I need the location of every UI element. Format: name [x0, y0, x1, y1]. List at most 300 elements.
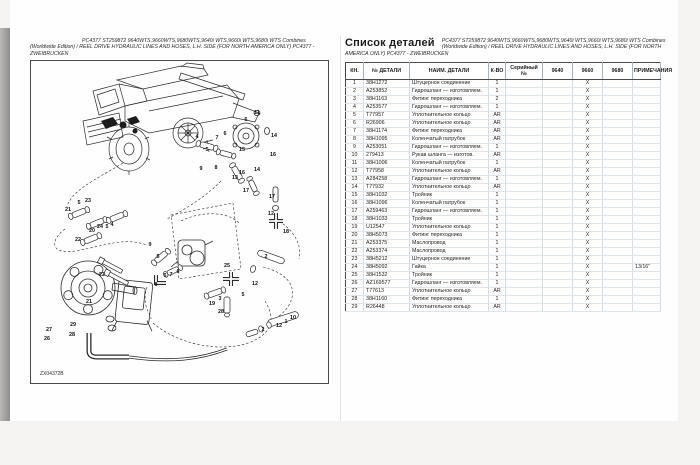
cell-m9660: X — [573, 136, 603, 144]
table-row — [346, 96, 661, 104]
cell-m9660: X — [573, 248, 603, 256]
callout-number: 28 — [69, 332, 75, 339]
cell-m9640 — [543, 168, 573, 176]
cell-qty: AR — [489, 152, 506, 160]
callout-number: 11 — [254, 110, 260, 117]
callout-number: 13 — [232, 175, 238, 182]
cell-serial — [506, 168, 543, 176]
cell-part: T77958 — [364, 168, 410, 176]
cell-notes — [633, 80, 661, 88]
cell-part: A259463 — [364, 208, 410, 216]
cell-m9680 — [603, 80, 633, 88]
cell-qty: 1 — [489, 216, 506, 224]
cell-m9640 — [543, 280, 573, 288]
cell-key: 27 — [346, 288, 364, 296]
cell-notes — [633, 208, 661, 216]
cell-serial — [506, 176, 543, 184]
cell-m9640 — [543, 264, 573, 272]
cell-m9680 — [603, 296, 633, 304]
callout-number: 5 — [156, 254, 160, 261]
cell-serial — [506, 144, 543, 152]
cell-part: U12547 — [364, 224, 410, 232]
cell-m9640 — [543, 144, 573, 152]
callout-number: 7 — [169, 272, 173, 279]
cell-m9660: X — [573, 88, 603, 96]
cell-part: A253374 — [364, 248, 410, 256]
cell-part: A253375 — [364, 240, 410, 248]
table-row — [346, 104, 661, 112]
cell-key: 20 — [346, 232, 364, 240]
cell-serial — [506, 288, 543, 296]
table-row — [346, 248, 661, 256]
cell-name: Фитинг переходника — [410, 296, 489, 304]
callout-number: 3 — [218, 296, 222, 303]
cell-m9680 — [603, 208, 633, 216]
callout-number: 24 — [97, 224, 103, 231]
cell-m9660: X — [573, 304, 603, 312]
cell-notes — [633, 200, 661, 208]
cell-m9640 — [543, 248, 573, 256]
cell-key: 10 — [346, 152, 364, 160]
cell-serial — [506, 240, 543, 248]
parts-table — [345, 62, 673, 312]
callout-number: 29 — [70, 322, 76, 329]
cell-m9680 — [603, 88, 633, 96]
cell-qty: 1 — [489, 88, 506, 96]
cell-m9680 — [603, 256, 633, 264]
cell-serial — [506, 160, 543, 168]
callout-number: 4 — [110, 222, 114, 229]
cell-m9680 — [603, 160, 633, 168]
cell-notes — [633, 152, 661, 160]
cell-m9640 — [543, 208, 573, 216]
cell-m9660: X — [573, 224, 603, 232]
cell-m9680 — [603, 224, 633, 232]
cell-notes — [633, 240, 661, 248]
left-page-header: PC4377 ST259872 9640WTS,9660WTS,9680WTS,9640i WTS,9660i WTS,9680i WTS Combines (Worldwide Edition) / REEL DRIVE HYDRAULIC LINES AND HOSES, L.H. SIDE (FOR NORTH AMERICA ONLY) PC4377 - ZWEIBRUCKEN — [30, 38, 315, 57]
cell-serial — [506, 128, 543, 136]
table-row — [346, 256, 661, 264]
cell-m9660: X — [573, 264, 603, 272]
cell-key: 3 — [346, 96, 364, 104]
fittings — [67, 140, 299, 337]
cell-serial — [506, 80, 543, 88]
cell-part: T77613 — [364, 288, 410, 296]
cell-m9640 — [543, 136, 573, 144]
callout-number: 18 — [283, 229, 289, 236]
cell-notes — [633, 184, 661, 192]
parts-table-body — [346, 80, 661, 312]
cell-m9640 — [543, 216, 573, 224]
cell-m9660: X — [573, 104, 603, 112]
cell-key: 11 — [346, 160, 364, 168]
cell-qty: 2 — [489, 96, 506, 104]
cell-serial — [506, 200, 543, 208]
cell-name: Гидрошланг — изготовляем. — [410, 88, 489, 96]
cell-part: 38H5092 — [364, 264, 410, 272]
cell-name: Уплотнительное кольцо — [410, 112, 489, 120]
cell-serial — [506, 272, 543, 280]
callout-number: 27 — [46, 327, 52, 334]
cell-key: 12 — [346, 168, 364, 176]
cell-m9680 — [603, 104, 633, 112]
cell-m9660: X — [573, 176, 603, 184]
table-row — [346, 136, 661, 144]
page-gutter — [340, 36, 341, 421]
cell-name: Фитинг переходника — [410, 232, 489, 240]
callout-number: 8 — [214, 165, 218, 172]
cell-part: 38H1006 — [364, 160, 410, 168]
cell-qty: 1 — [489, 192, 506, 200]
cell-serial — [506, 88, 543, 96]
cell-part: T77957 — [364, 112, 410, 120]
cell-m9660: X — [573, 112, 603, 120]
cell-m9640 — [543, 160, 573, 168]
cell-m9640 — [543, 152, 573, 160]
cell-m9660: X — [573, 160, 603, 168]
cell-name: Гидрошланг — изготовляем. — [410, 144, 489, 152]
cell-m9640 — [543, 240, 573, 248]
table-row — [346, 120, 661, 128]
cell-key: 26 — [346, 280, 364, 288]
cell-part: 38H1163 — [364, 96, 410, 104]
cell-notes — [633, 288, 661, 296]
cell-serial — [506, 208, 543, 216]
cell-serial — [506, 192, 543, 200]
cell-serial — [506, 296, 543, 304]
cell-notes: 13/16" — [633, 264, 661, 272]
cell-key: 22 — [346, 248, 364, 256]
cell-m9640 — [543, 200, 573, 208]
cell-serial — [506, 216, 543, 224]
cell-name: Гайка — [410, 264, 489, 272]
table-row — [346, 152, 661, 160]
column-header-5: 9640 — [543, 63, 573, 80]
cell-part: 38H5073 — [364, 232, 410, 240]
table-row — [346, 232, 661, 240]
cell-serial — [506, 136, 543, 144]
cell-name: Штуцерное соединение — [410, 256, 489, 264]
table-row — [346, 80, 661, 88]
callout-number: 12 — [276, 323, 282, 330]
callout-number: 10 — [290, 315, 296, 322]
cell-name: Маслопровод — [410, 248, 489, 256]
callout-number: 5 — [205, 147, 209, 154]
cell-key: 23 — [346, 256, 364, 264]
cell-notes — [633, 224, 661, 232]
callout-number: 21 — [65, 207, 71, 214]
cell-part: 38H1032 — [364, 192, 410, 200]
cell-m9680 — [603, 128, 633, 136]
cell-key: 28 — [346, 296, 364, 304]
table-row — [346, 272, 661, 280]
cell-key: 19 — [346, 224, 364, 232]
diagram-box — [30, 60, 329, 384]
cell-serial — [506, 256, 543, 264]
column-header-8: ПРИМЕЧАНИЯ — [633, 63, 661, 80]
callout-number: 6 — [244, 117, 248, 124]
cell-notes — [633, 304, 661, 312]
cell-part: 38H5212 — [364, 256, 410, 264]
cell-notes — [633, 280, 661, 288]
callout-number: 6 — [223, 131, 227, 138]
cell-m9640 — [543, 232, 573, 240]
cell-name: Гидрошланг — изготовляем. — [410, 104, 489, 112]
cell-qty: 1 — [489, 80, 506, 88]
cell-m9680 — [603, 168, 633, 176]
column-header-7: 9680 — [603, 63, 633, 80]
cell-notes — [633, 112, 661, 120]
cell-m9680 — [603, 280, 633, 288]
cell-m9680 — [603, 184, 633, 192]
cell-qty: AR — [489, 288, 506, 296]
cell-qty: AR — [489, 304, 506, 312]
cell-key: 25 — [346, 272, 364, 280]
cell-qty: 1 — [489, 272, 506, 280]
cell-part: A253577 — [364, 104, 410, 112]
cell-notes — [633, 104, 661, 112]
cell-part: A253051 — [364, 144, 410, 152]
cell-qty: AR — [489, 168, 506, 176]
cell-qty: AR — [489, 112, 506, 120]
column-header-3: К-ВО — [489, 63, 506, 80]
cell-name: Гидрошланг — изготовляем. — [410, 208, 489, 216]
cell-qty: 1 — [489, 248, 506, 256]
cell-name: Тройник — [410, 192, 489, 200]
cell-name: Уплотнительное кольцо — [410, 288, 489, 296]
cell-m9640 — [543, 304, 573, 312]
cell-m9640 — [543, 176, 573, 184]
cell-serial — [506, 248, 543, 256]
callout-number: 25 — [224, 263, 230, 270]
cell-m9660: X — [573, 280, 603, 288]
cell-notes — [633, 256, 661, 264]
cell-m9680 — [603, 232, 633, 240]
callout-number: 9 — [199, 166, 203, 173]
cell-m9660: X — [573, 144, 603, 152]
cell-name: Тройник — [410, 216, 489, 224]
cell-m9640 — [543, 128, 573, 136]
cell-key: 7 — [346, 128, 364, 136]
cell-serial — [506, 264, 543, 272]
table-row — [346, 200, 661, 208]
cell-part: T77932 — [364, 184, 410, 192]
cell-m9660: X — [573, 216, 603, 224]
cell-name: Коленчатый патрубок — [410, 200, 489, 208]
callout-number: 22 — [75, 237, 81, 244]
table-row — [346, 288, 661, 296]
cell-qty: AR — [489, 184, 506, 192]
callout-number: 16 — [270, 152, 276, 159]
callout-number: 17 — [269, 194, 275, 201]
cell-notes — [633, 248, 661, 256]
cell-part: 38H1174 — [364, 128, 410, 136]
cell-m9660: X — [573, 232, 603, 240]
cell-qty: AR — [489, 120, 506, 128]
callout-number: 5 — [77, 200, 81, 207]
cell-qty: 1 — [489, 280, 506, 288]
figure-label: ZX04372B — [40, 371, 64, 378]
cell-m9640 — [543, 288, 573, 296]
cell-notes — [633, 232, 661, 240]
callout-number: 16 — [239, 170, 245, 177]
bottom-elbow-hose — [89, 333, 227, 360]
cell-name: Фитинг переходника — [410, 128, 489, 136]
cell-m9640 — [543, 120, 573, 128]
cell-m9660: X — [573, 128, 603, 136]
cell-m9680 — [603, 248, 633, 256]
cell-part: 279413 — [364, 152, 410, 160]
cell-notes — [633, 168, 661, 176]
cell-notes — [633, 128, 661, 136]
cell-part: 38H1272 — [364, 80, 410, 88]
cell-qty: 1 — [489, 296, 506, 304]
cell-notes — [633, 120, 661, 128]
cell-serial — [506, 112, 543, 120]
table-row — [346, 192, 661, 200]
cell-qty: 1 — [489, 144, 506, 152]
table-row — [346, 264, 661, 272]
cell-m9680 — [603, 264, 633, 272]
cell-serial — [506, 104, 543, 112]
cell-part: R26906 — [364, 120, 410, 128]
cell-m9640 — [543, 192, 573, 200]
cell-serial — [506, 96, 543, 104]
callout-number: 14 — [254, 167, 260, 174]
cell-part: 38H1532 — [364, 272, 410, 280]
cell-m9660: X — [573, 184, 603, 192]
cell-m9660: X — [573, 208, 603, 216]
right-page — [345, 38, 675, 312]
cell-m9660: X — [573, 240, 603, 248]
cell-name: Уплотнительное кольцо — [410, 120, 489, 128]
cell-name: Уплотнительное кольцо — [410, 224, 489, 232]
table-row — [346, 128, 661, 136]
cell-qty: 1 — [489, 224, 506, 232]
cell-notes — [633, 144, 661, 152]
table-row — [346, 168, 661, 176]
cell-key: 8 — [346, 136, 364, 144]
cell-qty: 1 — [489, 232, 506, 240]
gear-pump — [171, 240, 213, 267]
cell-notes — [633, 216, 661, 224]
cell-m9680 — [603, 96, 633, 104]
column-header-6: 9660 — [573, 63, 603, 80]
callout-number: 8 — [154, 282, 158, 289]
cell-m9660: X — [573, 256, 603, 264]
cell-notes — [633, 136, 661, 144]
cell-m9680 — [603, 272, 633, 280]
cell-name: Маслопровод — [410, 240, 489, 248]
table-row — [346, 280, 661, 288]
cell-m9680 — [603, 304, 633, 312]
table-row — [346, 240, 661, 248]
cell-m9660: X — [573, 168, 603, 176]
cell-name: Гидрошланг — изготовляем. — [410, 280, 489, 288]
cell-m9680 — [603, 192, 633, 200]
cell-m9640 — [543, 80, 573, 88]
cell-m9660: X — [573, 96, 603, 104]
cell-key: 24 — [346, 264, 364, 272]
column-header-1: № ДЕТАЛИ — [364, 63, 410, 80]
cell-m9680 — [603, 144, 633, 152]
cell-m9680 — [603, 120, 633, 128]
cell-name: Гидрошланг — изготовляем. — [410, 176, 489, 184]
callout-number: 1 — [284, 319, 288, 326]
column-header-2: НАИМ. ДЕТАЛИ — [410, 63, 489, 80]
callout-number: 5 — [241, 292, 245, 299]
cell-serial — [506, 280, 543, 288]
cell-qty: 1 — [489, 264, 506, 272]
column-header-4: Серийный № — [506, 63, 543, 80]
cell-notes — [633, 272, 661, 280]
callout-number: 7 — [215, 135, 219, 142]
cell-name: Коленчатый патрубок — [410, 136, 489, 144]
scan-edge-shadow — [0, 28, 10, 421]
cell-m9640 — [543, 256, 573, 264]
cell-key: 5 — [346, 112, 364, 120]
cell-m9680 — [603, 176, 633, 184]
cell-key: 9 — [346, 144, 364, 152]
table-row — [346, 144, 661, 152]
cell-name: Штуцерное соединение — [410, 80, 489, 88]
parts-table-head — [346, 63, 673, 80]
callout-number: 2 — [264, 254, 268, 261]
cell-part: 38H1160 — [364, 296, 410, 304]
cell-notes — [633, 96, 661, 104]
cell-name: Уплотнительное кольцо — [410, 168, 489, 176]
cell-key: 1 — [346, 80, 364, 88]
cell-serial — [506, 120, 543, 128]
cell-m9640 — [543, 296, 573, 304]
cell-m9680 — [603, 288, 633, 296]
cell-qty: AR — [489, 136, 506, 144]
table-row — [346, 88, 661, 96]
cell-m9660: X — [573, 192, 603, 200]
table-row — [346, 216, 661, 224]
callout-number: 19 — [209, 301, 215, 308]
callout-number: 17 — [243, 188, 249, 195]
parts-list-title: Список деталей — [345, 37, 435, 49]
cell-key: 13 — [346, 176, 364, 184]
cell-m9680 — [603, 240, 633, 248]
cell-m9660: X — [573, 80, 603, 88]
cell-notes — [633, 192, 661, 200]
callout-number: 22 — [99, 272, 105, 279]
cell-serial — [506, 224, 543, 232]
cell-name: Коленчатый патрубок — [410, 160, 489, 168]
cell-serial — [506, 232, 543, 240]
cell-key: 2 — [346, 88, 364, 96]
cell-m9660: X — [573, 120, 603, 128]
left-page — [30, 38, 338, 422]
right-page-subtitle: PC4377 ST259872 9640WTS,9660WTS,9680WTS,9640i WTS,9660i WTS,9680i WTS Combines (Worldwide Edition) / REEL DRIVE HYDRAULIC LINES AND HOSES, L.H. SIDE (FOR NORTH AMERICA ONLY) PC4377 - ZWEIBRUCKEN — [345, 38, 666, 57]
cell-notes — [633, 176, 661, 184]
cell-key: 29 — [346, 304, 364, 312]
cell-m9640 — [543, 184, 573, 192]
cell-qty: 1 — [489, 176, 506, 184]
callout-number: 15 — [239, 147, 245, 154]
table-row — [346, 176, 661, 184]
cell-name: Уплотнительное кольцо — [410, 304, 489, 312]
cell-m9640 — [543, 272, 573, 280]
cell-part: 38H1095 — [364, 136, 410, 144]
cell-m9640 — [543, 112, 573, 120]
table-row — [346, 160, 661, 168]
callout-number: 2 — [261, 327, 265, 334]
cell-part: A253852 — [364, 88, 410, 96]
cell-serial — [506, 304, 543, 312]
